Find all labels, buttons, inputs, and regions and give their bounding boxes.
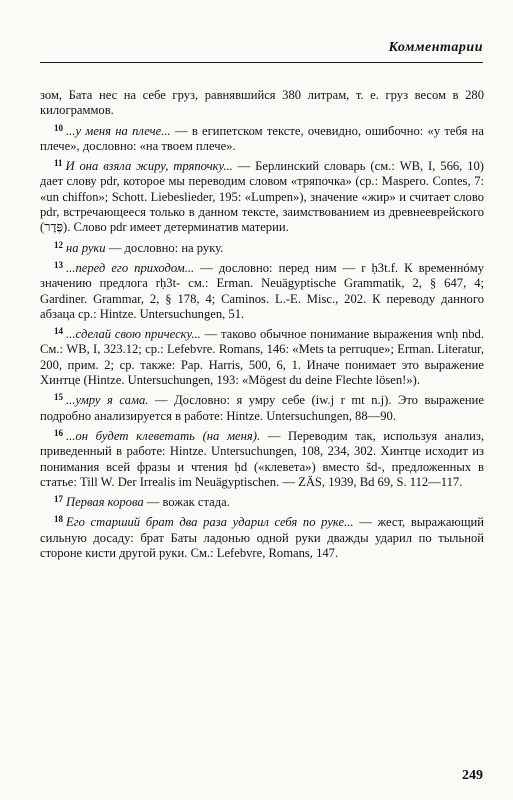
note-number: 13 — [54, 259, 63, 270]
note-text: — дословно: перед ним — r ḥ3t.f. К временнóму значению предлога rḥ3t- см.: Erman. Neuägyptische Grammatik, 2, § 647, 4; Gardiner. Grammar, 2, § 178, 4; Caminos. L.-E. Misc., 202. К переводу данного абзаца ср.: Hintze. Untersuchungen, 51. — [40, 260, 484, 321]
commentary-text — [40, 88, 484, 563]
note-text: — вожак стада. — [143, 495, 230, 510]
note-10 — [40, 121, 484, 155]
note-lemma: ...у меня на плече... — [66, 123, 171, 138]
page-number: 249 — [462, 768, 483, 783]
note-number: 11 — [54, 158, 63, 169]
note-lemma: на руки — [66, 240, 106, 255]
note-13 — [40, 258, 484, 322]
note-number: 18 — [54, 514, 63, 525]
paragraph-text: зом, Бата нес на себе груз, равнявшийся 380 литрам, т. е. груз весом в 280 килограммов. — [40, 88, 484, 118]
note-number: 17 — [54, 494, 63, 505]
note-16 — [40, 426, 484, 490]
note-lemma: ...умру я сама. — [66, 393, 149, 408]
paragraph-continued — [40, 88, 484, 119]
note-lemma: И она взяла жиру, тряпочку... — [65, 159, 233, 174]
note-lemma: ...сделай свою прическу... — [66, 327, 201, 342]
note-17 — [40, 492, 484, 510]
note-number: 15 — [54, 392, 63, 403]
note-lemma: Его старший брат два раза ударил себя по руке... — [66, 515, 354, 530]
note-text: — Дословно: я умру себе (iw.j r mt n.j). Это выражение подробно анализируется в работе: Hintze. Untersuchungen, 88—90. — [40, 393, 484, 423]
note-number: 10 — [54, 122, 63, 133]
note-number: 14 — [54, 326, 63, 337]
note-12 — [40, 238, 484, 256]
note-text: — Переводим так, используя анализ, приведенный в работе: Hintze. Untersuchungen, 108, 234, 302. Хинтце исходит из понимания всей фразы и чтения ḥd («клевета») вместо šd-, предложенных в статье: Till W. Der Irrealis im Neuägyptischen. — ZÄS, 1939, Bd 69, S. 112—117. — [40, 428, 484, 489]
note-text: — жест, выражающий сильную досаду: брат Баты ладонью одной руки дважды ударил по тыльной стороне кисти другой руки. См.: Lefebvre, Romans, 147. — [40, 515, 484, 561]
note-lemma: ...он будет клеветать (на меня). — [66, 428, 261, 443]
note-text: — дословно: на руку. — [105, 240, 224, 255]
note-15 — [40, 390, 484, 424]
running-title: Комментарии — [388, 40, 483, 55]
note-text: — Берлинский словарь (см.: WB, I, 566, 10) дает слову pdr, которое мы переводим словом «тряпочка» (ср.: Maspero. Contes, 7: «un chiffon»; Schott. Liebeslieder, 195: «Lumpen»), значение «жир» и считает слово pdr, встречающееся только в данном тексте, заимствованием из древнееврейского (פֶּדֶר). Слово pdr имеет детерминатив материи. — [40, 159, 484, 235]
note-18 — [40, 512, 484, 561]
note-text: — таково обычное понимание выражения wnḥ nbd. См.: WB, I, 323.12; ср.: Lefebvre. Romans, 146: «Mets ta perruque»; Erman. Literatur, 200, прим. 2; ср. также: Pap. Harris, 500, 6, 1. Иначе понимает это выражение Хинтце (Hintze. Untersuchungen, 193: «Mögest du deine Flechte lösen!»). — [40, 327, 484, 388]
note-11 — [40, 156, 484, 235]
note-14 — [40, 324, 484, 388]
note-number: 12 — [54, 239, 63, 250]
note-text: — в египетском тексте, очевидно, ошибочно: «у тебя на плече», дословно: «на твоем плече». — [40, 123, 484, 153]
note-lemma: Первая корова — [66, 495, 144, 510]
note-number: 16 — [54, 427, 63, 438]
note-lemma: ...перед его приходом... — [66, 260, 195, 275]
header-rule — [40, 62, 483, 63]
